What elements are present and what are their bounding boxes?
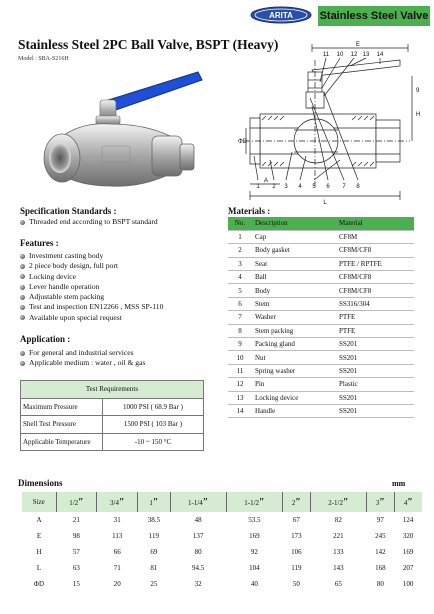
dimension-value: 32	[194, 580, 202, 588]
test-requirements-table	[20, 380, 204, 451]
table-row	[228, 271, 414, 284]
dimension-value: 133	[333, 548, 344, 556]
dimension-value: 25	[150, 580, 158, 588]
dimension-value: 57	[72, 548, 80, 556]
table-row	[21, 398, 204, 416]
list-item: Available upon special request	[20, 313, 163, 323]
table-row	[228, 284, 414, 297]
material-description: Stem packing	[252, 324, 336, 337]
dimension-value: 66	[113, 548, 121, 556]
material-description: Ball	[252, 271, 336, 284]
table-row	[22, 544, 422, 560]
dimensions-header-row	[22, 492, 422, 512]
table-row	[228, 351, 414, 364]
dimension-value: 67	[292, 516, 300, 524]
dimension-value: 63	[72, 564, 80, 572]
dimension-value: 169	[402, 548, 414, 556]
size-column-header: 1″	[138, 492, 170, 512]
col-header-description: Description	[252, 217, 336, 230]
bullet-icon	[20, 220, 25, 225]
list-item: Applicable medium : water , oil & gas	[20, 358, 145, 368]
material-no: 4	[228, 271, 252, 284]
list-item: Lever handle operation	[20, 282, 163, 292]
list-item: Test and inspection EN12266 , MSS SP-110	[20, 302, 163, 312]
material-spec: SS201	[336, 351, 414, 364]
material-no: 7	[228, 311, 252, 324]
callout-8: 8	[356, 184, 360, 190]
material-no: 5	[228, 284, 252, 297]
material-no: 1	[228, 230, 252, 243]
material-no: 3	[228, 257, 252, 270]
callout-10: 10	[336, 52, 344, 58]
dimension-value: 20	[113, 580, 121, 588]
table-row	[228, 257, 414, 270]
application-section-title: Application :	[20, 334, 71, 344]
valve-photo	[30, 66, 210, 196]
spec-section-title: Specification Standards :	[20, 206, 117, 216]
dimension-value: 113	[112, 532, 123, 540]
table-row	[228, 404, 414, 417]
dimension-value: 53.5	[248, 516, 261, 524]
material-no: 2	[228, 244, 252, 257]
dimension-label: E	[36, 532, 42, 540]
material-spec: CF8M/CF8	[336, 244, 414, 257]
dimension-value: 169	[249, 532, 260, 540]
list-item: Investment casting body	[20, 251, 163, 261]
material-description: Washer	[252, 311, 336, 324]
materials-table	[228, 217, 414, 418]
material-spec: PTFE	[336, 324, 414, 337]
dimension-value: 124	[402, 516, 414, 524]
dimension-value: 97	[376, 516, 384, 524]
table-row	[228, 244, 414, 257]
dimension-value: 119	[148, 532, 159, 540]
dim-label-d: ΦD	[238, 139, 248, 145]
material-spec: SS201	[336, 404, 414, 417]
bullet-icon	[20, 315, 25, 320]
material-spec: SS316/304	[336, 297, 414, 310]
bullet-icon	[20, 361, 25, 366]
features-section-title: Features :	[20, 238, 59, 248]
callout-6: 6	[326, 184, 330, 190]
size-column-header: 1/2″	[56, 492, 97, 512]
material-description: Pin	[252, 378, 336, 391]
callout-7: 7	[342, 184, 346, 190]
material-spec: SS201	[336, 364, 414, 377]
material-description: Stem	[252, 297, 336, 310]
dimension-value: 40	[250, 580, 258, 588]
col-header-material: Material	[336, 217, 414, 230]
test-value: -10 ~ 150 °C	[103, 433, 204, 451]
dimension-value: 31	[113, 516, 121, 524]
material-description: Body	[252, 284, 336, 297]
dimension-value: 100	[402, 580, 414, 588]
dimension-value: 104	[249, 564, 260, 572]
material-description: Body gasket	[252, 244, 336, 257]
dimension-label: L	[36, 564, 42, 572]
bullet-icon	[20, 274, 25, 279]
dimension-value: 173	[291, 532, 302, 540]
inch-mark: ″	[119, 496, 125, 508]
material-description: Cap	[252, 230, 336, 243]
material-description: Nut	[252, 351, 336, 364]
dimension-value: 245	[375, 532, 386, 540]
dimension-value: 21	[72, 516, 80, 524]
materials-header-row	[228, 217, 414, 230]
dimensions-table	[22, 492, 422, 592]
dimension-label: A	[36, 516, 42, 524]
callout-2: 2	[272, 184, 276, 190]
size-header: Size	[22, 492, 56, 512]
list-item: 2 piece body design, full port	[20, 261, 163, 271]
arita-logo	[250, 6, 312, 24]
inch-mark: ″	[152, 496, 159, 508]
dimension-value: 98	[72, 532, 80, 540]
table-row	[228, 230, 414, 243]
material-no: 6	[228, 297, 252, 310]
size-column-header: 3/4″	[97, 492, 138, 512]
valve-cross-section-drawing	[240, 36, 430, 206]
test-value: 1500 PSI ( 103 Bar )	[103, 416, 204, 434]
dimension-label: H	[36, 548, 42, 556]
material-spec: SS201	[336, 338, 414, 351]
list-item: Locking device	[20, 272, 163, 282]
test-label: Shell Test Pressure	[21, 416, 103, 434]
callout-4: 4	[298, 184, 302, 190]
size-column-header: 1-1/2″	[226, 492, 282, 512]
dim-label-a: A	[263, 178, 269, 184]
dim-label-h: H	[416, 112, 421, 118]
inch-mark: ″	[259, 496, 265, 508]
dim-label-e: E	[355, 42, 361, 48]
material-spec: PTFE	[336, 311, 414, 324]
table-row	[22, 528, 422, 544]
features-list	[20, 251, 163, 323]
model-number: Model : SBA-S216H	[18, 56, 69, 62]
logo-text: ARITA	[269, 11, 293, 20]
table-row	[21, 433, 204, 451]
dimension-value: 143	[333, 564, 344, 572]
inch-mark: ″	[407, 496, 413, 508]
materials-body	[228, 230, 414, 417]
size-column-header: 2-1/2″	[310, 492, 366, 512]
callout-11: 11	[322, 52, 330, 58]
callout-9: 9	[416, 88, 420, 94]
material-spec: SS201	[336, 391, 414, 404]
spec-list	[20, 217, 158, 227]
callout-14: 14	[376, 52, 384, 58]
size-column-header: 4″	[394, 492, 422, 512]
test-requirements-title: Test Requirements	[21, 381, 204, 399]
material-no: 14	[228, 404, 252, 417]
material-no: 10	[228, 351, 252, 364]
material-description: Locking device	[252, 391, 336, 404]
bullet-icon	[20, 295, 25, 300]
material-no: 8	[228, 324, 252, 337]
dimension-value: 81	[150, 564, 158, 572]
dim-label-l: L	[323, 200, 327, 206]
dimension-value: 142	[375, 548, 386, 556]
dimension-value: 80	[376, 580, 384, 588]
dimensions-body	[22, 512, 422, 592]
inch-mark: ″	[379, 496, 385, 508]
material-description: Seat	[252, 257, 336, 270]
test-value: 1000 PSI ( 68.9 Bar )	[103, 398, 204, 416]
material-spec: CF8M/CF8	[336, 271, 414, 284]
size-column-header: 1-1/4″	[170, 492, 226, 512]
callout-12: 12	[350, 52, 358, 58]
table-row	[228, 324, 414, 337]
product-title: Stainless Steel 2PC Ball Valve, BSPT (Heavy)	[18, 37, 279, 52]
callout-5: 5	[312, 184, 316, 190]
table-row	[22, 512, 422, 528]
list-item: For general and industrial services	[20, 348, 145, 358]
material-description: Handle	[252, 404, 336, 417]
material-spec: Plastic	[336, 378, 414, 391]
dimension-value: 92	[250, 548, 258, 556]
table-row	[228, 338, 414, 351]
dimension-value: 82	[334, 516, 342, 524]
callout-1: 1	[256, 184, 260, 190]
dimension-value: 15	[72, 580, 80, 588]
dimension-label: ΦD	[33, 580, 45, 588]
dimension-value: 50	[292, 580, 300, 588]
dimension-value: 38.5	[147, 516, 160, 524]
bullet-icon	[20, 285, 25, 290]
table-row	[228, 364, 414, 377]
dimension-value: 221	[333, 532, 344, 540]
table-row	[21, 416, 204, 434]
table-row	[22, 576, 422, 592]
dimension-value: 71	[113, 564, 121, 572]
bullet-icon	[20, 351, 25, 356]
dimension-value: 207	[402, 564, 414, 572]
dimension-value: 137	[192, 532, 204, 540]
bullet-icon	[20, 264, 25, 269]
dimension-value: 94.5	[192, 564, 205, 572]
dimensions-section-title: Dimensions	[18, 478, 63, 488]
size-column-header: 3″	[367, 492, 395, 512]
dimensions-unit: mm	[392, 479, 406, 488]
dimension-value: 119	[291, 564, 302, 572]
size-column-header: 2″	[283, 492, 311, 512]
table-row	[228, 391, 414, 404]
dimension-value: 69	[150, 548, 158, 556]
dimension-value: 80	[194, 548, 202, 556]
material-description: Spring washer	[252, 364, 336, 377]
inch-mark: ″	[343, 496, 349, 508]
callout-13: 13	[362, 52, 370, 58]
table-row	[22, 560, 422, 576]
material-no: 11	[228, 364, 252, 377]
callout-3: 3	[284, 184, 288, 190]
material-spec: CF8M/CF8	[336, 284, 414, 297]
dimension-value: 320	[402, 532, 414, 540]
test-label: Applicable Temperature	[21, 433, 103, 451]
col-header-no: No.	[228, 217, 252, 230]
material-spec: CF8M	[336, 230, 414, 243]
bullet-icon	[20, 254, 25, 259]
materials-section-title: Materials :	[228, 206, 271, 216]
bullet-icon	[20, 305, 25, 310]
inch-mark: ″	[202, 496, 209, 508]
dimension-value: 65	[334, 580, 342, 588]
material-spec: PTFE / RPTFE	[336, 257, 414, 270]
application-list	[20, 348, 145, 369]
table-row	[228, 311, 414, 324]
inch-mark: ″	[78, 496, 84, 508]
list-item: Threaded end according to BSPT standard	[20, 217, 158, 227]
dimension-value: 106	[291, 548, 302, 556]
list-item: Adjustable stem packing	[20, 292, 163, 302]
table-row	[228, 297, 414, 310]
dimension-value: 168	[375, 564, 386, 572]
category-label: Stainless Steel Valve	[319, 10, 429, 22]
table-row	[228, 378, 414, 391]
test-label: Maximum Pressure	[21, 398, 103, 416]
dimension-value: 48	[194, 516, 202, 524]
material-no: 9	[228, 338, 252, 351]
inch-mark: ″	[295, 496, 301, 508]
category-banner	[318, 6, 430, 26]
material-no: 13	[228, 391, 252, 404]
material-description: Packing gland	[252, 338, 336, 351]
material-no: 12	[228, 378, 252, 391]
